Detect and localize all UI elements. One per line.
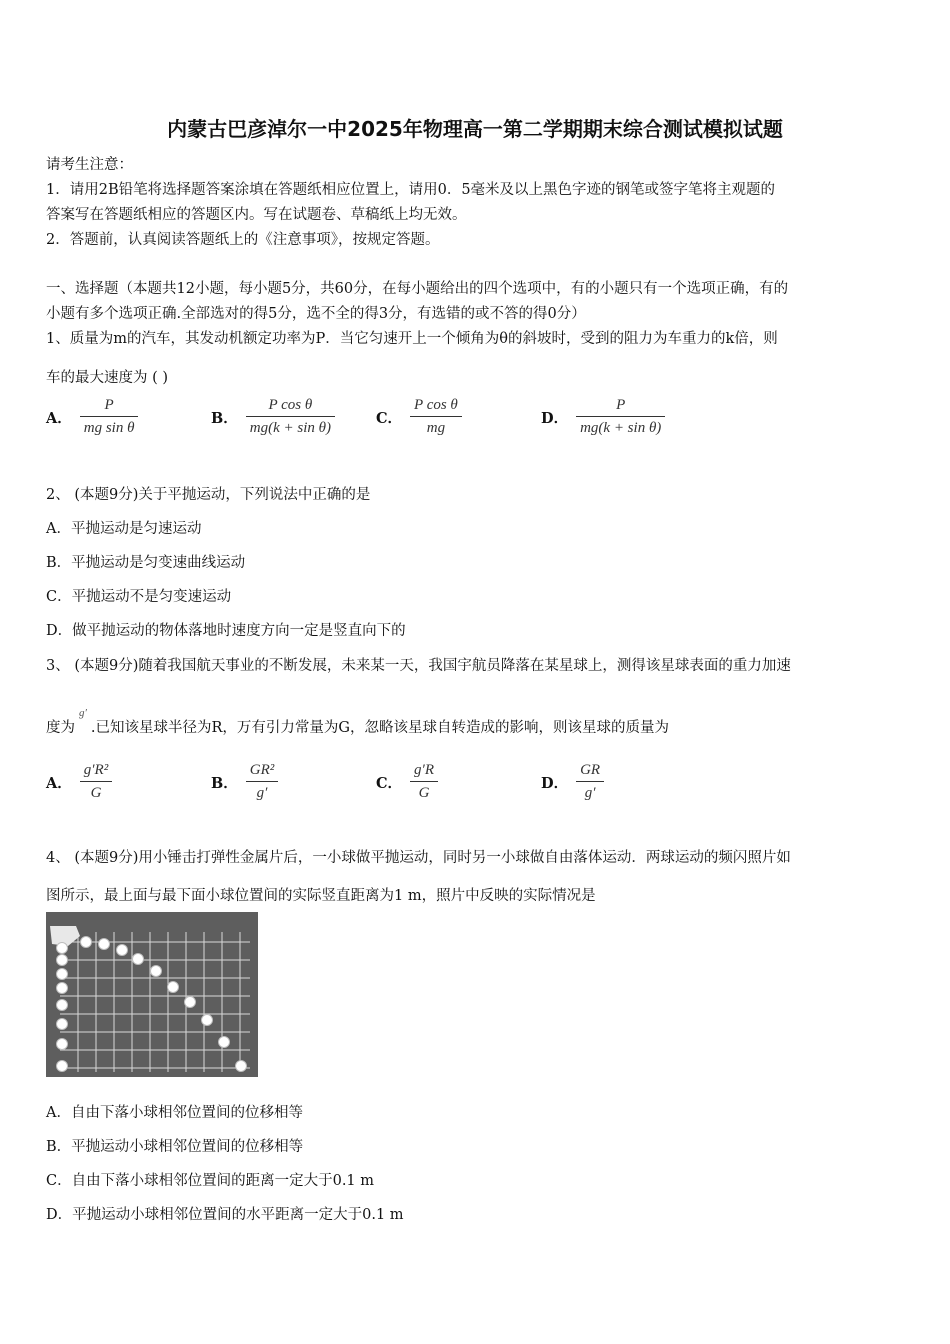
- q1-option-b[interactable]: [211, 397, 335, 437]
- fraction-denominator: G: [80, 781, 112, 802]
- q2-option-a[interactable]: A．平抛运动是匀速运动: [46, 521, 202, 537]
- page-title: 内蒙古巴彦淖尔一中2025年物理高一第二学期期末综合测试模拟试题: [167, 117, 783, 141]
- q3-prefix: 度为: [46, 720, 75, 736]
- q3-option-c-fraction: [410, 762, 438, 802]
- q3-stem-line-2: [46, 707, 670, 737]
- fraction-numerator: P cos θ: [268, 397, 313, 413]
- q3-option-a-label: A．: [46, 774, 72, 792]
- q1-option-a-label: A．: [46, 409, 72, 427]
- q4-option-a[interactable]: A．自由下落小球相邻位置间的位移相等: [46, 1105, 303, 1121]
- q3-option-c[interactable]: [376, 762, 438, 802]
- q2-option-b[interactable]: B．平抛运动是匀变速曲线运动: [46, 555, 246, 571]
- q3-suffix: .已知该星球半径为R，万有引力常量为G，忽略该星球自转造成的影响，则该星球的质量为: [90, 720, 670, 736]
- q4-option-c[interactable]: C．自由下落小球相邻位置间的距离一定大于0.1 m: [46, 1173, 375, 1189]
- fraction-denominator: mg: [410, 416, 462, 437]
- q1-option-c-label: C．: [376, 409, 403, 427]
- q3-stem-line-1: 3、 (本题9分)随着我国航天事业的不断发展，未来某一天，我国宇航员降落在某星球上，测得该星球表面的重力加速: [46, 658, 791, 674]
- notice-line-1: 1．请用2B铅笔将选择题答案涂填在答题纸相应位置上，请用0．5毫米及以上黑色字迹的钢笔或签字笔将主观题的: [46, 182, 776, 198]
- fraction-numerator: P: [616, 397, 626, 413]
- strobe-photo-figure: [46, 912, 258, 1077]
- fraction-numerator: P cos θ: [414, 397, 458, 413]
- q1-option-d[interactable]: [541, 397, 665, 437]
- fraction-denominator: g′: [576, 781, 604, 802]
- notice-line-3: 2．答题前，认真阅读答题纸上的《注意事项》，按规定答题。: [46, 232, 440, 248]
- q1-option-a-fraction: [80, 397, 139, 437]
- fraction-denominator: mg(k + sin θ): [246, 416, 335, 437]
- section-heading-line-1: 一、选择题（本题共12小题，每小题5分，共60分，在每小题给出的四个选项中，有的小题只有一个选项正确，有的: [46, 281, 789, 297]
- notice-heading: 请考生注意：: [46, 157, 133, 173]
- q3-option-b-label: B．: [211, 774, 238, 792]
- q1-option-c[interactable]: [376, 397, 462, 437]
- q1-option-a[interactable]: [46, 397, 138, 437]
- fraction-numerator: GR²: [249, 762, 275, 778]
- q1-stem-line-2: 车的最大速度为 ( ): [46, 370, 169, 386]
- notice-line-2: 答案写在答题纸相应的答题区内。写在试题卷、草稿纸上均无效。: [46, 207, 467, 223]
- section-heading-line-2: 小题有多个选项正确.全部选对的得5分，选不全的得3分，有选错的或不答的得0分）: [46, 306, 586, 322]
- q3-option-b[interactable]: [211, 762, 278, 802]
- q3-option-d-label: D．: [541, 774, 569, 792]
- q3-option-d-fraction: [576, 762, 604, 802]
- q2-option-c[interactable]: C．平抛运动不是匀变速运动: [46, 589, 232, 605]
- q1-option-d-label: D．: [541, 409, 569, 427]
- q4-option-b[interactable]: B．平抛运动小球相邻位置间的位移相等: [46, 1139, 304, 1155]
- q3-option-a-fraction: [80, 762, 112, 802]
- q4-stem-line-1: 4、 (本题9分)用小锤击打弹性金属片后，一小球做平抛运动，同时另一小球做自由落体运动．两球运动的频闪照片如: [46, 850, 791, 866]
- fraction-numerator: g′R: [414, 762, 434, 778]
- q1-stem-line-1: 1、质量为m的汽车，其发动机额定功率为P．当它匀速开上一个倾角为θ的斜坡时，受到的阻力为车重力的k倍，则: [46, 331, 778, 347]
- fraction-denominator: mg sin θ: [80, 416, 139, 437]
- q3-option-d[interactable]: [541, 762, 604, 802]
- q4-option-d[interactable]: D．平抛运动小球相邻位置间的水平距离一定大于0.1 m: [46, 1207, 404, 1223]
- q1-option-c-fraction: [410, 397, 462, 437]
- q1-option-b-fraction: [246, 397, 335, 437]
- q3-option-a[interactable]: [46, 762, 112, 802]
- q2-stem: 2、 (本题9分)关于平抛运动，下列说法中正确的是: [46, 487, 371, 503]
- fraction-numerator: g′R²: [83, 762, 109, 778]
- q3-gprime-symbol: g′: [79, 707, 87, 719]
- q1-option-d-fraction: [576, 397, 665, 437]
- fraction-denominator: mg(k + sin θ): [576, 416, 665, 437]
- fraction-numerator: GR: [580, 762, 601, 778]
- fraction-denominator: G: [410, 781, 438, 802]
- q2-option-d[interactable]: D．做平抛运动的物体落地时速度方向一定是竖直向下的: [46, 623, 406, 639]
- q3-option-b-fraction: [246, 762, 279, 802]
- q1-option-b-label: B．: [211, 409, 238, 427]
- q3-option-c-label: C．: [376, 774, 403, 792]
- fraction-denominator: g′: [246, 781, 279, 802]
- fraction-numerator: P: [104, 397, 114, 413]
- q4-stem-line-2: 图所示，最上面与最下面小球位置间的实际竖直距离为1 m，照片中反映的实际情况是: [46, 888, 596, 904]
